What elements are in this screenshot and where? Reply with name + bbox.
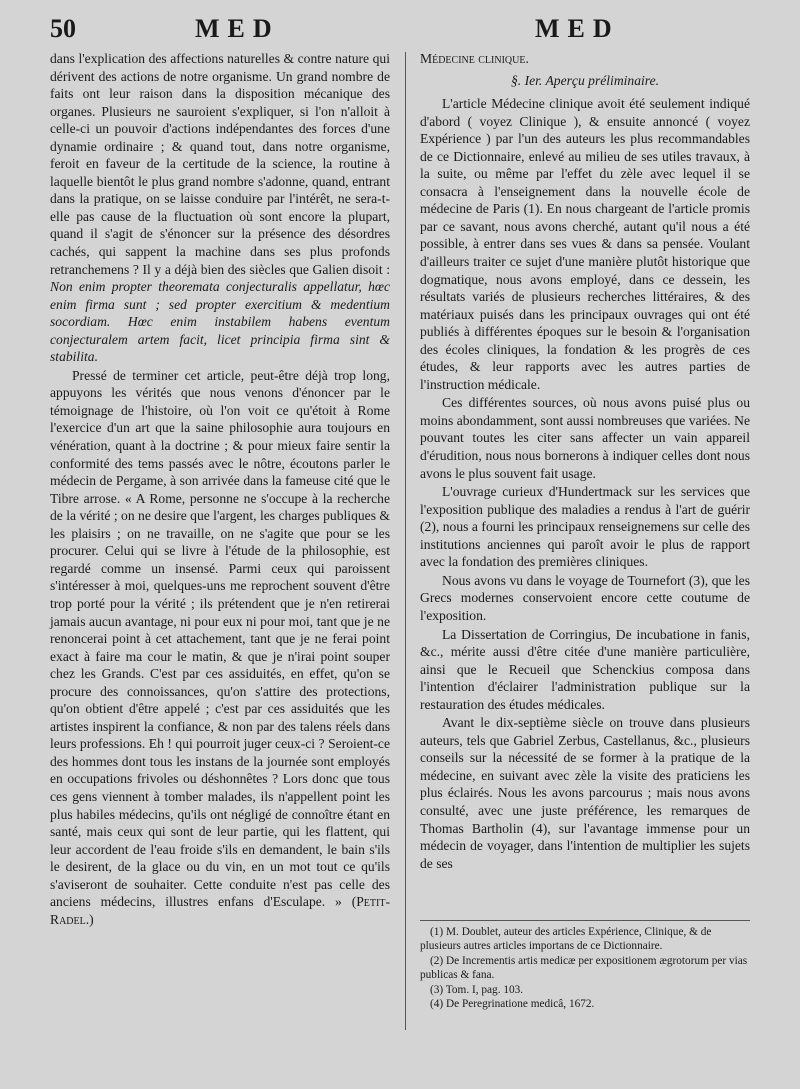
right-paragraph: Nous avons vu dans le voyage de Tournefort (3), que les Grecs modernes conservoient encore cette coutume de l'exposition. [420, 572, 750, 623]
section-title: Médecine clinique. [420, 51, 529, 66]
footnote: (4) De Peregrinatione medicâ, 1672. [430, 998, 595, 1011]
left-paragraph-2 [50, 367, 390, 929]
subsection-title: §. Ier. Aperçu préliminaire. [511, 72, 659, 88]
page-number: 50 [50, 14, 76, 43]
page-header [0, 14, 800, 54]
right-paragraph: Ces différentes sources, où nous avons puisé plus ou moins abondamment, sont aussi nombreuses que variées. Ne pouvant toutes les citer sans affecter un vain appareil d'érudition, nous nous bornerons à indiquer celles dont nous avons le plus souvent fait usage. [420, 395, 750, 481]
right-paragraph: Avant le dix-septième siècle on trouve dans plusieurs auteurs, tels que Gabriel Zerbus, Castellanus, &c., plusieurs conseils sur la nécessité de se former à la pratique de la médecine, en suivant avec zèle la visite des praticiens les plus éclairés. Nous les avons parcourus ; mais nous avons consulté, avec une juste préférence, les remarques de Thomas Bartholin (4), sur l'avantage immense pour un médecin de voyager, dans l'intention de multiplier les sujets de ses [420, 715, 750, 871]
left-paragraph-1 [50, 50, 390, 366]
footnote: (1) M. Doublet, auteur des articles Expérience, Clinique, & de plusieurs autres articles importans de ce Dictionnaire. [420, 926, 712, 953]
right-column [420, 50, 750, 872]
left-paragraph-1-text: dans l'explication des affections naturelles & contre nature qui dérivent des actions de notre organisme. Un grand nombre de faits ont leur raison dans la disposition mécanique des organes. Plusieurs ne sauroient s'expliquer, si l'on n'alloit à celle-ci un pouvoir d'actions indépendantes des forces d'une dynamie ordinaire ; & quand tout, dans notre organisme, feroit en faveur de la certitude de la science, la routine à laquelle bientôt le plus grand nombre s'adonne, quand, entrant dans la pratique, on se laisse conduire par l'intérêt, ne sera-t-elle pas cause de la fluctuation où sont encore la plupart, quand il s'agit de s'énoncer sur la présence des désordres cachés, qui sappent la machine dans ses plus profonds retranchemens ? Il y a déjà bien des siècles que Galien disoit : [50, 51, 390, 277]
galen-latin-quote: Non enim propter theoremata conjecturalis appellatur, hœc enim firma sunt ; sed propter exercitium & medentium socordiam. Hœc enim instabilem habens eventum conjecturalem artem facit, licet principia firma sint & stabilita. [50, 279, 390, 365]
left-paragraph-2-text: Pressé de terminer cet article, peut-être déjà trop long, appuyons les vérités que nous venons d'énoncer par le témoignage de l'histoire, où l'on voit ce qu'étoit à Rome l'exercice d'un art que la saine philosophie aura toujours en vénération, quant à la doctrine ; & pour mieux faire sentir la conformité des tems passés avec le nôtre, écoutons parler le médecin de Pergame, à son arrivée dans la fameuse cité que le Tibre arrose. « A Rome, personne ne s'occupe à la recherche de la vérité ; on ne desire que l'argent, les charges publiques & les plaisirs ; on ne travaille, on ne s'agite que pour se les procurer. Celui qui se livre à l'étude de la philosophie, est regardé comme un insensé. Parmi ceux qui paroissent s'intéresser à moi, quelques-uns me reprochent souvent d'être trop porté pour la vérité ; ils prétendent que je n'en retirerai jamais aucun avantage, ni pour eux ni pour moi, tant que je ne renoncerai point à cet attachement, tant que je ne ferai point exact à faire ma cour le matin, & que je n'irai point souper chez les Grands. C'est par ces assiduités, en effet, qu'on se procure des connoissances, qu'on s'attire des protections, qu'on obtient d'être appelé ; c'est par ces assiduités que les artistes inspirent la confiance, & non par des talens réels dans leurs professions. Eh ! qui pourroit juger ceux-ci ? Seroient-ce des hommes dont tous les instans de la journée sont employés en occupations frivoles ou déshonnêtes ? Lors donc que tous ces gens viennent à tomber malades, ils n'appellent point les plus habiles médecins, qu'ils ont négligé de connoître étant en santé, mais ceux qui sont de leur partie, qui les flattent, qui leur accordent de l'eau froide s'ils en demandent, le bain s'ils le desirent, de la glace ou du vin, en un mot tout ce qu'ils s'aviseront de souhaiter. Cette conduite n'est pas celle des anciens médecins, illustres enfans d'Esculape. » [50, 367, 390, 910]
footnotes [420, 925, 750, 1011]
footnote: (2) De Incrementis artis medicæ per expositionem ægrotorum per vias publicas & fana. [420, 954, 748, 982]
column-divider [405, 52, 406, 1030]
right-paragraph: La Dissertation de Corringius, De incubatione in fanis, &c., mérite aussi d'être citée d'une manière particulière, ainsi que le Recueil que Schenckius composa dans l'intention d'éclairer l'administration publique sur la restauration des études médicales. [420, 626, 750, 712]
author-signature: (Petit-Radel.) [50, 894, 390, 927]
footnote-rule [420, 920, 750, 921]
right-paragraph: L'ouvrage curieux d'Hundertmack sur les services que l'exposition publique des maladies a rendus à l'art de guérir (2), nous a fourni les principaux renseignemens sur celle des institutions anciennes qui paroît avoir le plus de rapport avec la fondation des premières cliniques. [420, 484, 750, 570]
right-paragraph: L'article Médecine clinique avoit été seulement indiqué d'abord ( voyez Clinique ), & ensuite annoncé ( voyez Expérience ) par l'un des auteurs les plus recommandables de ce Dictionnaire, enlevé au milieu de ses utiles travaux, à la suite, ou même par l'effet du zèle avec lequel il se consacra à l'enseignement dans la nouvelle école de médecine de Paris (1). En nous chargeant de l'article promis par ce savant, nous avons cherché, autant qu'il nous a été possible, à entrer dans ses vues & dans sa pensée. Voulant d'ailleurs traiter ce sujet d'une manière plutôt historique que dogmatique, nous avons employé, dans ce dessein, les résultats variés de plusieurs recherches littéraires, & des matériaux puisés dans les principaux ouvrages qui ont été publiés à différentes époques sur le besoin & l'organisation des écoles cliniques, la fondation & les progrès de ces études, & leur rapports avec les autres parties de l'instruction médicale. [420, 96, 750, 392]
running-head-right: MED [535, 14, 620, 43]
footnote: (3) Tom. I, pag. 103. [430, 983, 524, 996]
left-column [50, 50, 390, 928]
running-head-left: MED [195, 14, 280, 43]
